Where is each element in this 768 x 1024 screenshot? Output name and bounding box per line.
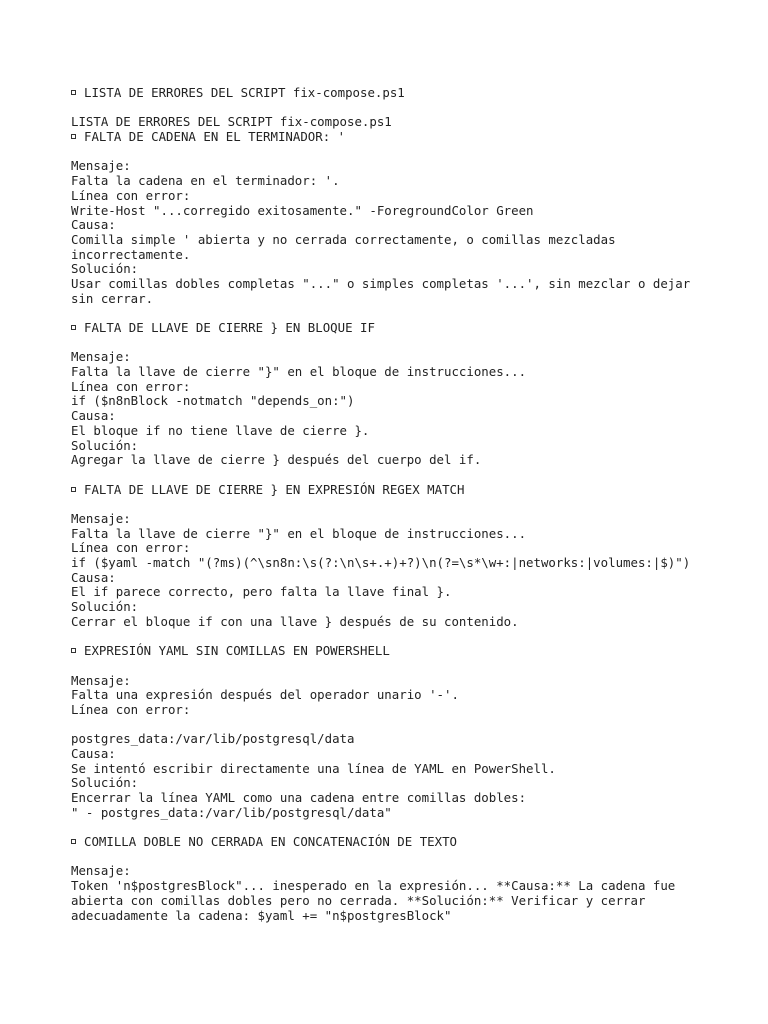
section-line: Write-Host "...corregido exitosamente." -ForegroundColor Green bbox=[71, 202, 534, 218]
section-line: Solución: bbox=[71, 261, 139, 277]
section-line: Mensaje: bbox=[71, 349, 131, 365]
spacer bbox=[71, 101, 711, 116]
document-subtitle: LISTA DE ERRORES DEL SCRIPT fix-compose.ps1 bbox=[71, 114, 392, 130]
section-line: Comilla simple ' abierta y no cerrada correctamente, o comillas mezcladas bbox=[71, 231, 616, 247]
section-line: if ($yaml -match "(?ms)(^\sn8n:\s(?:\n\s+.+)+?)\n(?=\s*\w+:|networks:|volumes:|$)") bbox=[71, 555, 691, 570]
section-heading-text: FALTA DE CADENA EN EL TERMINADOR: ' bbox=[84, 129, 346, 145]
section-line: Agregar la llave de cierre } después del cuerpo del if. bbox=[71, 452, 482, 468]
section-line: Solución: bbox=[71, 775, 139, 791]
bullet-icon bbox=[71, 90, 76, 95]
section-line: Causa: bbox=[71, 408, 116, 424]
section-heading bbox=[71, 130, 711, 145]
section-line: Usar comillas dobles completas "..." o simples completas '...', sin mezclar o dejar bbox=[71, 275, 691, 291]
spacer bbox=[71, 850, 711, 865]
section-line: Línea con error: bbox=[71, 701, 191, 717]
bullet-icon bbox=[71, 648, 76, 653]
section-heading bbox=[71, 483, 711, 498]
section-line: Se intentó escribir directamente una línea de YAML en PowerShell. bbox=[71, 760, 556, 776]
section-heading bbox=[71, 835, 711, 850]
section-line: Línea con error: bbox=[71, 540, 191, 556]
section-heading bbox=[71, 644, 711, 659]
section-line: Mensaje: bbox=[71, 158, 131, 174]
section-line: El if parece correcto, pero falta la llave final }. bbox=[71, 584, 452, 600]
section-line: Causa: bbox=[71, 569, 116, 585]
section-line: Falta la cadena en el terminador: '. bbox=[71, 173, 340, 189]
section-heading-text: FALTA DE LLAVE DE CIERRE } EN BLOQUE IF bbox=[84, 320, 375, 335]
error-sections bbox=[71, 130, 711, 923]
section-line: Solución: bbox=[71, 437, 139, 453]
section-line: Mensaje: bbox=[71, 672, 131, 688]
bullet-icon bbox=[71, 325, 76, 330]
section-line: Causa: bbox=[71, 217, 116, 233]
section-line: adecuadamente la cadena: $yaml += "n$postgresBlock" bbox=[71, 907, 452, 923]
section-line: if ($n8nBlock -notmatch "depends_on:") bbox=[71, 393, 355, 409]
section-line: postgres_data:/var/lib/postgresql/data bbox=[71, 731, 355, 747]
section-line: Línea con error: bbox=[71, 187, 191, 203]
section-line: abierta con comillas dobles pero no cerrada. **Solución:** Verificar y cerrar bbox=[71, 892, 646, 908]
section-heading-text: EXPRESIÓN YAML SIN COMILLAS EN POWERSHELL bbox=[84, 643, 390, 659]
section-line: Falta una expresión después del operador unario '-'. bbox=[71, 687, 459, 703]
spacer bbox=[71, 820, 711, 835]
section-line: Falta la llave de cierre "}" en el bloque de instrucciones... bbox=[71, 364, 527, 380]
section-line: Causa: bbox=[71, 745, 116, 761]
section-heading-text: FALTA DE LLAVE DE CIERRE } EN EXPRESIÓN REGEX MATCH bbox=[84, 481, 465, 497]
spacer bbox=[71, 468, 711, 483]
spacer bbox=[71, 336, 711, 351]
document-title-line bbox=[71, 86, 711, 101]
section-line: Encerrar la línea YAML como una cadena entre comillas dobles: bbox=[71, 790, 527, 805]
section-line: sin cerrar. bbox=[71, 290, 154, 306]
spacer bbox=[71, 145, 711, 160]
section-heading-text: COMILLA DOBLE NO CERRADA EN CONCATENACIÓN DE TEXTO bbox=[84, 834, 457, 850]
section-line: Cerrar el bloque if con una llave } después de su contenido. bbox=[71, 613, 519, 629]
section-line: Mensaje: bbox=[71, 863, 131, 879]
section-line: Token 'n$postgresBlock"... inesperado en la expresión... **Causa:** La cadena fue bbox=[71, 878, 676, 894]
section-line: Línea con error: bbox=[71, 378, 191, 394]
bullet-icon bbox=[71, 839, 76, 844]
spacer bbox=[71, 306, 711, 321]
spacer bbox=[71, 659, 711, 674]
spacer bbox=[71, 497, 711, 512]
section-line: Falta la llave de cierre "}" en el bloque de instrucciones... bbox=[71, 525, 527, 541]
section-line: incorrectamente. bbox=[71, 246, 191, 262]
section-line: El bloque if no tiene llave de cierre }. bbox=[71, 422, 370, 438]
section-line bbox=[71, 718, 711, 733]
section-line: " - postgres_data:/var/lib/postgresql/data" bbox=[71, 804, 392, 820]
section-line: Mensaje: bbox=[71, 510, 131, 526]
document-page bbox=[71, 86, 711, 923]
bullet-icon bbox=[71, 134, 76, 139]
document-title: LISTA DE ERRORES DEL SCRIPT fix-compose.ps1 bbox=[84, 85, 405, 100]
section-heading bbox=[71, 321, 711, 336]
section-line: Solución: bbox=[71, 599, 139, 615]
spacer bbox=[71, 629, 711, 644]
bullet-icon bbox=[71, 487, 76, 492]
